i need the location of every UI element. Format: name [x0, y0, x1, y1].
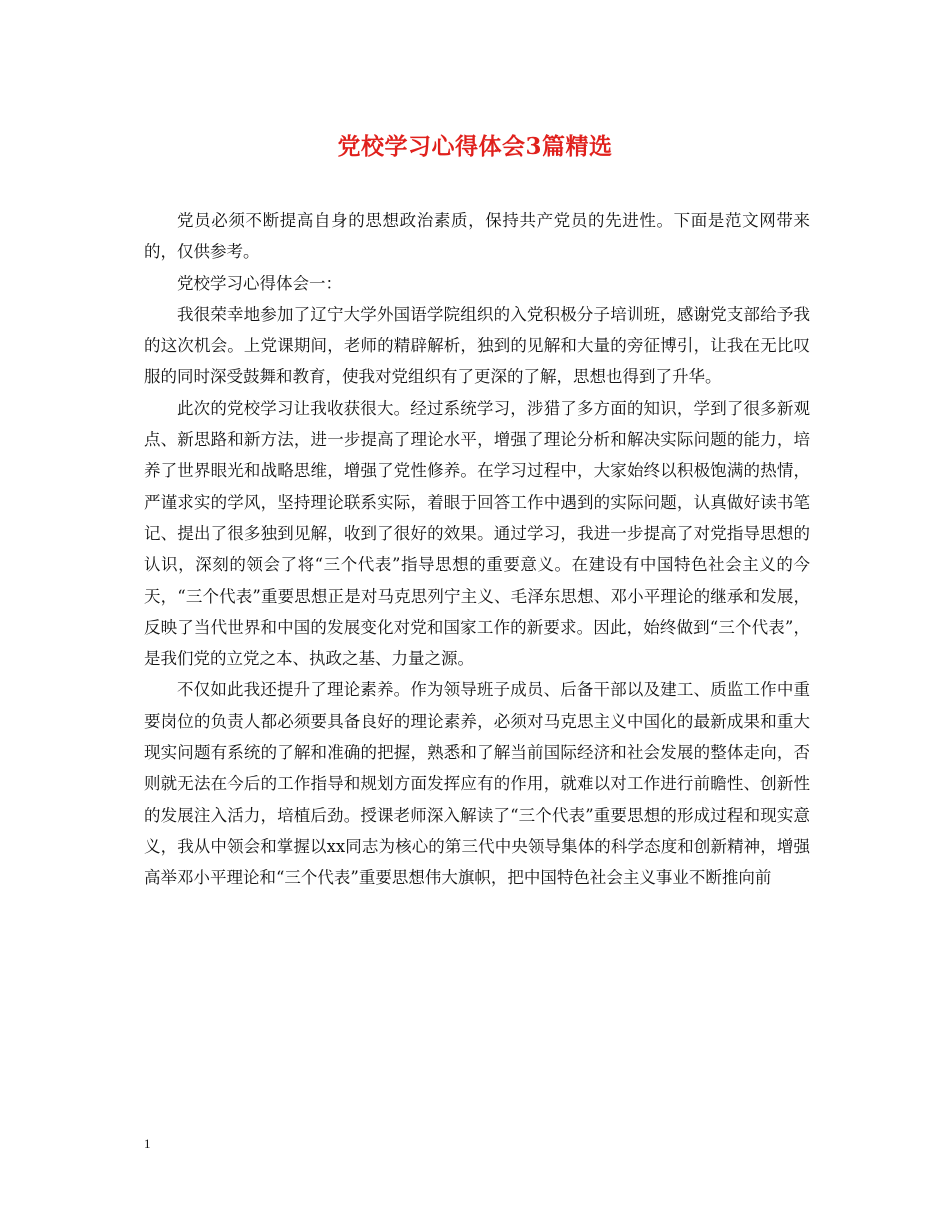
paragraph-intro: 党员必须不断提高自身的思想政治素质，保持共产党员的先进性。下面是范文网带来的，仅供参考。: [144, 211, 810, 262]
paragraph: 不仅如此我还提升了理论素养。作为领导班子成员、后备干部以及建工、质监工作中重要岗位的负责人都必须要具备良好的理论素养，必须对马克思主义中国化的最新成果和重大现实问题有系统的了解和准确的把握，熟悉和了解当前国际经济和社会发展的整体走向，否则就无法在今后的工作指导和规划方面发挥应有的作用，就难以对工作进行前瞻性、创新性的发展注入活力，培植后劲。授课老师深入解读了“三个代表”重要思想的形成过程和现实意义，我从中领会和掌握以xx同志为核心的第三代中央领导集体的科学态度和创新精神，增强高举邓小平理论和“三个代表”重要思想伟大旗帜，把中国特色社会主义事业不断推向前: [144, 680, 810, 888]
document-title: 党校学习心得体会3篇精选: [337, 133, 613, 160]
paragraph-section-heading: 党校学习心得体会一：: [177, 273, 342, 293]
page-number: 1: [144, 1136, 151, 1151]
paragraph: 此次的党校学习让我收获很大。经过系统学习，涉猎了多方面的知识，学到了很多新观点、新思路和新方法，进一步提高了理论水平，增强了理论分析和解决实际问题的能力，培养了世界眼光和战略思维，增强了党性修养。在学习过程中，大家始终以积极饱满的热情，严谨求实的学风，坚持理论联系实际，着眼于回答工作中遇到的实际问题，认真做好读书笔记、提出了很多独到见解，收到了很好的效果。通过学习，我进一步提高了对党指导思想的认识，深刻的领会了将“三个代表”指导思想的重要意义。在建设有中国特色社会主义的今天，“三个代表”重要思想正是对马克思列宁主义、毛泽东思想、邓小平理论的继承和发展，反映了当代世界和中国的发展变化对党和国家工作的新要求。因此，始终做到“三个代表”，是我们党的立党之本、执政之基、力量之源。: [144, 398, 810, 669]
document-body: [144, 205, 810, 894]
paragraph: 我很荣幸地参加了辽宁大学外国语学院组织的入党积极分子培训班，感谢党支部给予我的这次机会。上党课期间，老师的精辟解析，独到的见解和大量的旁征博引，让我在无比叹服的同时深受鼓舞和教育，使我对党组织有了更深的了解，思想也得到了升华。: [144, 304, 810, 387]
